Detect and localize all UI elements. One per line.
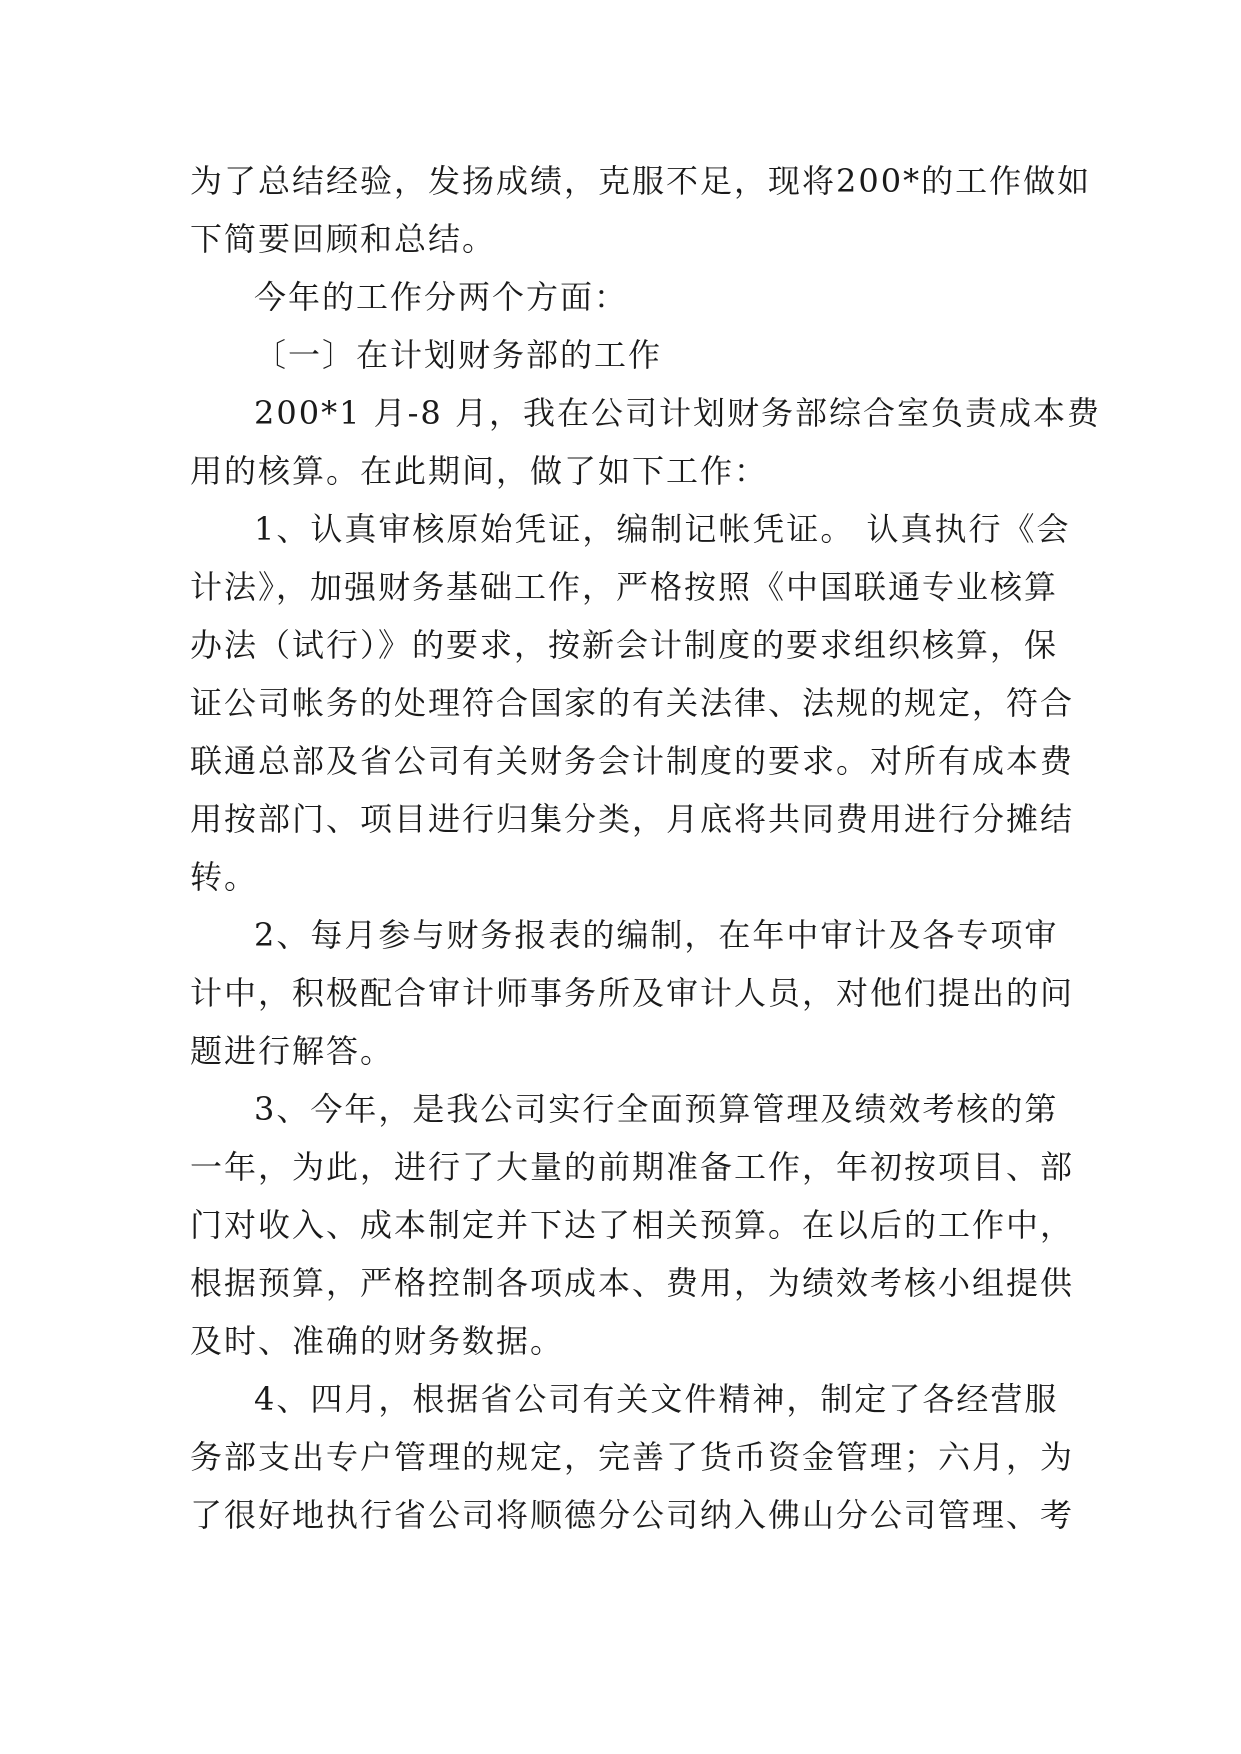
text-line: 了很好地执行省公司将顺德分公司纳入佛山分公司管理、考 xyxy=(190,1496,1075,1534)
text-line: 及时、准确的财务数据。 xyxy=(190,1322,565,1360)
paragraph xyxy=(190,268,1060,326)
paragraph xyxy=(190,1080,1075,1370)
text-line: 下简要回顾和总结。 xyxy=(190,220,497,258)
text-line: 3、今年，是我公司实行全面预算管理及绩效考核的第 xyxy=(254,1090,1059,1128)
text-line: 今年的工作分两个方面： xyxy=(254,278,629,316)
text-line: 200*1 月-8 月，我在公司计划财务部综合室负责成本费 xyxy=(254,394,1101,432)
paragraph xyxy=(190,500,1075,906)
document-body xyxy=(190,152,1101,1544)
text-line: 一年，为此，进行了大量的前期准备工作，年初按项目、部 xyxy=(190,1148,1075,1186)
text-line: 计中，积极配合审计师事务所及审计人员，对他们提出的问 xyxy=(190,974,1075,1012)
text-line: 用的核算。在此期间，做了如下工作： xyxy=(190,452,769,490)
text-line: 用按部门、项目进行归集分类，月底将共同费用进行分摊结 xyxy=(190,800,1075,838)
paragraph xyxy=(190,384,1101,500)
text-line: 为了总结经验，发扬成绩，克服不足，现将200*的工作做如 xyxy=(190,162,1092,200)
text-line: 根据预算，严格控制各项成本、费用，为绩效考核小组提供 xyxy=(190,1264,1075,1302)
text-line: 1、认真审核原始凭证，编制记帐凭证。 认真执行《会 xyxy=(254,510,1071,548)
text-line: 〔一〕在计划财务部的工作 xyxy=(254,336,663,374)
paragraph xyxy=(190,152,1092,268)
text-line: 2、每月参与财务报表的编制，在年中审计及各专项审 xyxy=(254,916,1059,954)
paragraph xyxy=(190,906,1075,1080)
text-line: 题进行解答。 xyxy=(190,1032,395,1070)
paragraph xyxy=(190,1370,1075,1544)
text-line: 联通总部及省公司有关财务会计制度的要求。对所有成本费 xyxy=(190,742,1075,780)
text-line: 转。 xyxy=(190,858,259,896)
text-line: 计法》，加强财务基础工作，严格按照《中国联通专业核算 xyxy=(190,568,1059,606)
text-line: 门对收入、成本制定并下达了相关预算。在以后的工作中， xyxy=(190,1206,1075,1244)
text-line: 4、四月，根据省公司有关文件精神，制定了各经营服 xyxy=(254,1380,1059,1418)
text-line: 证公司帐务的处理符合国家的有关法律、法规的规定，符合 xyxy=(190,684,1075,722)
text-line: 务部支出专户管理的规定，完善了货币资金管理；六月，为 xyxy=(190,1438,1075,1476)
paragraph xyxy=(190,326,1060,384)
text-line: 办法（试行）》的要求，按新会计制度的要求组织核算，保 xyxy=(190,626,1059,664)
